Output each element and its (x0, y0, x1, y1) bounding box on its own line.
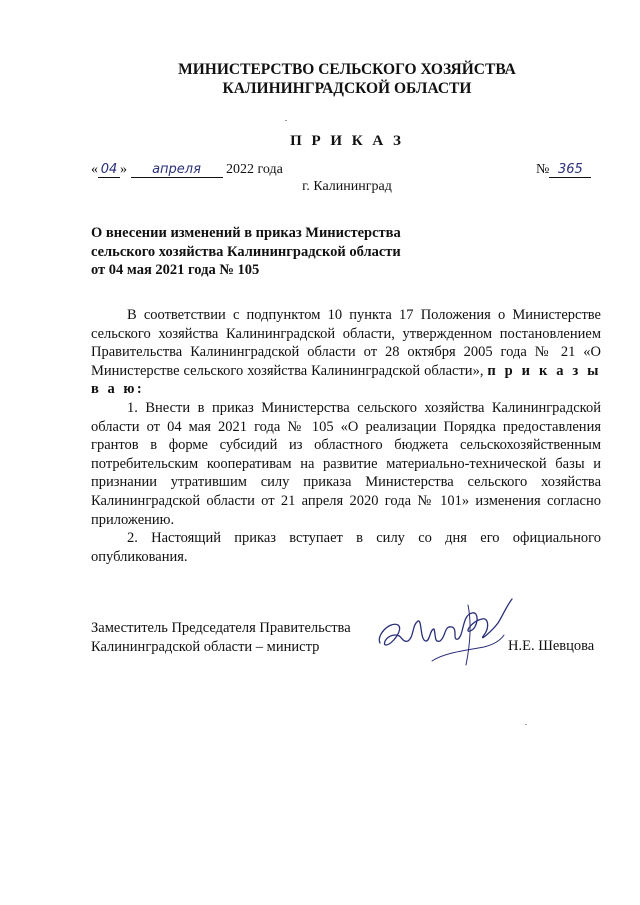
subject-line1: О внесении изменений в приказ Министерства (91, 225, 401, 241)
ministry-header (0, 60, 640, 98)
signer-position-line2: Калининградской области – министр (91, 639, 320, 655)
handwritten-signature (372, 585, 522, 675)
date-month: апреля (131, 162, 223, 178)
date-open-quote: « (91, 162, 98, 177)
subject-line3: от 04 мая 2021 года № 105 (91, 262, 260, 278)
signer-name: Н.Е. Шевцова (508, 638, 595, 654)
date-year: 2022 года (226, 162, 283, 177)
city-line: г. Калининград (302, 179, 392, 194)
scan-speck (285, 120, 287, 121)
item-2-paragraph: 2. Настоящий приказ вступает в силу со дня его официального опубликования. (91, 530, 601, 565)
subject-line2: сельского хозяйства Калининградской области (91, 243, 401, 260)
item-1-paragraph: 1. Внести в приказ Министерства сельского хозяйства Калининградской области от 04 мая 2021 года № 105 «О реализации Порядка предоставления грантов в форме субсидий из областного бюджета сельскохозяйственным потребительским кооперативам на развитие материально-технической базы и признании утратившим силу приказа Министерства сельского хозяйства Калининградской области от 21 апреля 2020 года № 101» изменения согласно приложению. (91, 399, 601, 528)
order-date (91, 162, 283, 178)
date-day: 04 (98, 162, 120, 178)
signer-position-line1: Заместитель Председателя Правительства (91, 620, 351, 636)
ministry-name-line2: КАЛИНИНГРАДСКОЙ ОБЛАСТИ (222, 80, 472, 97)
preamble-text: В соответствии с подпунктом 10 пункта 17 Положения о Министерстве сельского хозяйства Калининградской области, утвержденном постановлением Правительства Калининградской области от 28 октября 2005 года № 21 «О Министерстве сельского хозяйства Калининградской области», (91, 307, 601, 379)
ministry-name-line1: МИНИСТЕРСТВО СЕЛЬСКОГО ХОЗЯЙСТВА (178, 61, 516, 78)
order-body (91, 306, 601, 566)
order-number (536, 162, 591, 178)
order-command: п р и к а з ы в а ю: (91, 362, 601, 398)
date-close-quote: » (120, 162, 127, 177)
order-subject (91, 224, 451, 280)
document-type-title: П Р И К А З (290, 133, 404, 149)
preamble-paragraph (91, 306, 601, 399)
scan-speck (525, 724, 527, 725)
number-sign: № (536, 162, 550, 177)
order-number-value: 365 (549, 162, 591, 178)
signer-position (91, 619, 351, 657)
